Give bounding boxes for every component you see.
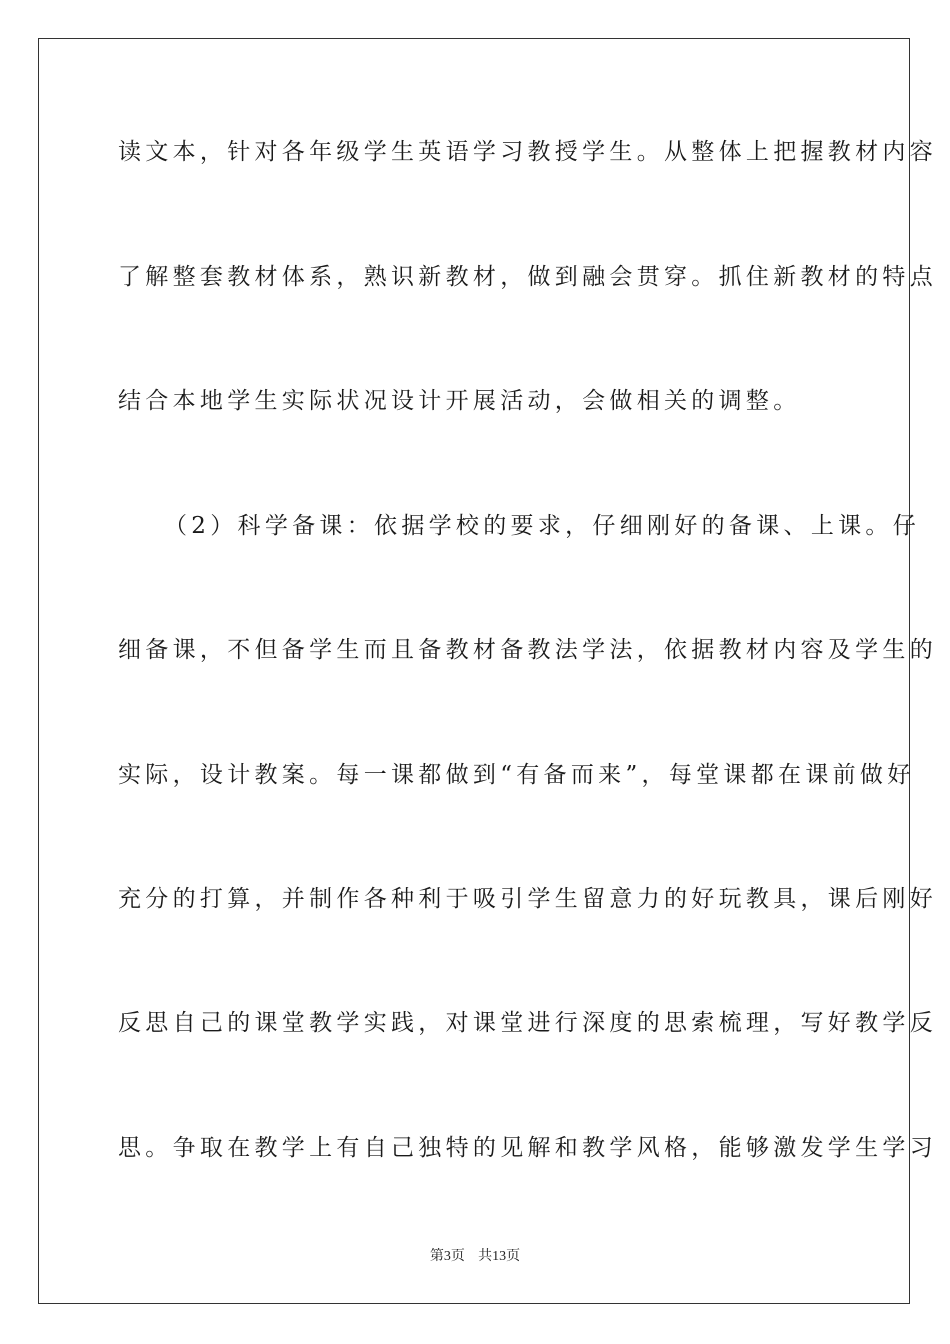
page-number: 第3页: [429, 1248, 465, 1264]
paragraph-line: 细备课，不但备学生而且备教材备教法学法，依据教材内容及学生的: [118, 637, 937, 663]
page-border: [38, 38, 937, 1304]
paragraph-line: 反思自己的课堂教学实践，对课堂进行深度的思索梳理，写好教学反: [118, 1010, 937, 1036]
paragraph-line: 了解整套教材体系，熟识新教材，做到融会贯穿。抓住新教材的特点: [118, 264, 937, 290]
total-pages: 共13页: [478, 1248, 521, 1264]
paragraph-line: 结合本地学生实际状况设计开展活动，会做相关的调整。: [118, 388, 801, 414]
paragraph-line: 读文本，针对各年级学生英语学习教授学生。从整体上把握教材内容: [118, 139, 937, 165]
paragraph-line: 实际，设计教案。每一课都做到“有备而来”，每堂课都在课前做好: [118, 762, 915, 788]
paragraph-line: （2）科学备课：依据学校的要求，仔细刚好的备课、上课。仔: [164, 513, 921, 539]
paragraph-line: 充分的打算，并制作各种利于吸引学生留意力的好玩教具，课后刚好: [118, 886, 937, 912]
paragraph-line: 思。争取在教学上有自己独特的见解和教学风格，能够激发学生学习: [118, 1135, 937, 1161]
page-footer: [0, 1247, 950, 1266]
